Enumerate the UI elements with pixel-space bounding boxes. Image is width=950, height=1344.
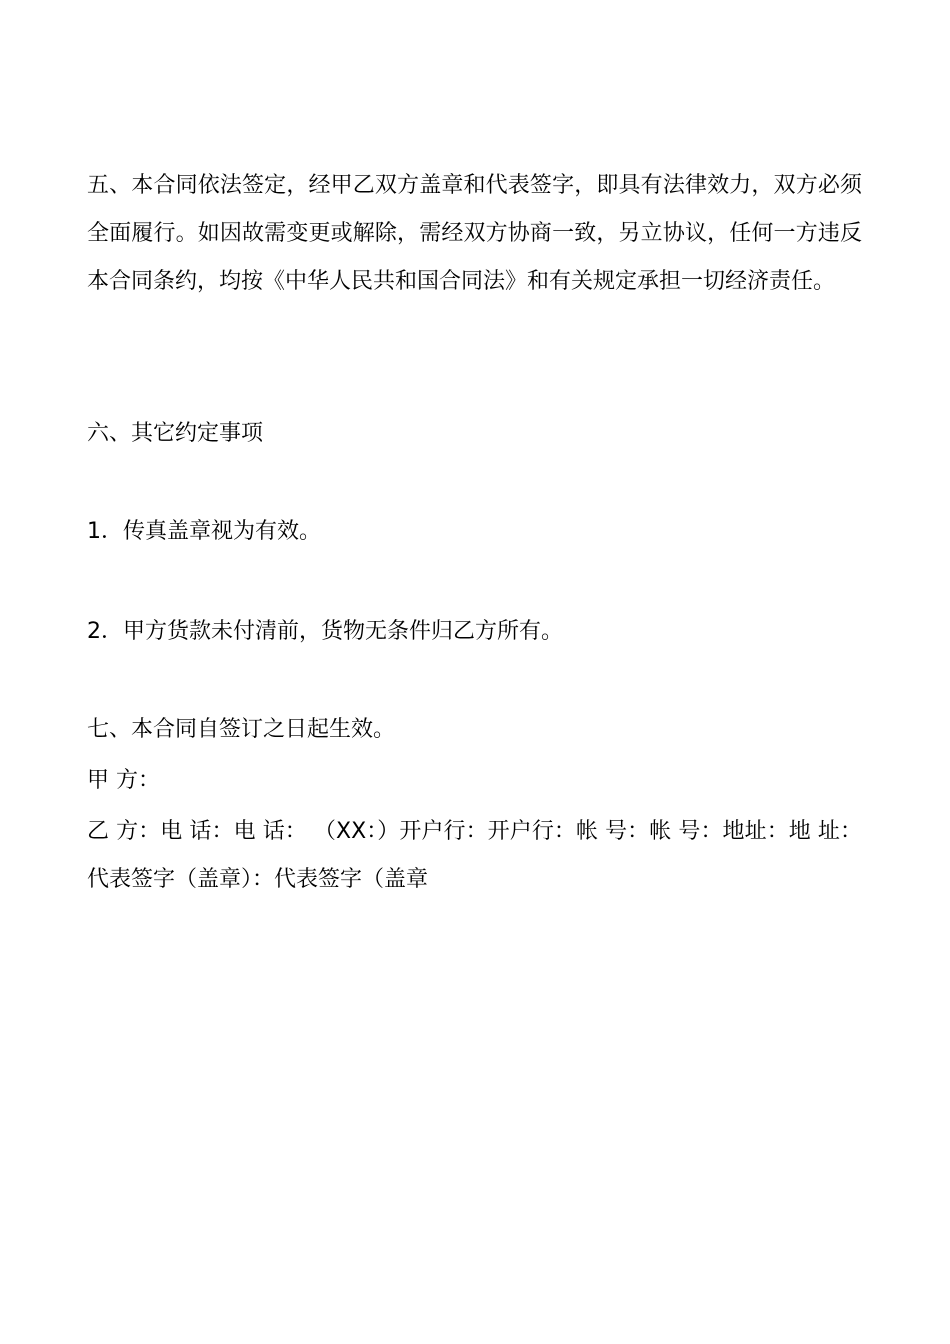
clause-seven-paragraph: 七、本合同自签订之日起生效。 (87, 717, 396, 742)
clause-six-item-2: 2．甲方货款未付清前，货物无条件归乙方所有。 (87, 619, 563, 644)
party-a-line: 甲 方： (87, 768, 160, 793)
clause-six-heading: 六、其它约定事项 (87, 421, 264, 446)
clause-six-item-1: 1．传真盖章视为有效。 (87, 519, 321, 544)
party-b-signature-block: 乙 方：电 话：电 话： （XX：）开户行：开户行：帐 号：帐 号：地址：地 址：代表签字（盖章）：代表签字（盖章 (87, 819, 862, 892)
clause-five-paragraph: 五、本合同依法签定，经甲乙双方盖章和代表签字，即具有法律效力，双方必须全面履行。如因故需变更或解除，需经双方协商一致，另立协议，任何一方违反本合同条约，均按《中华人民共和国合同法》和有关规定承担一切经济责任。 (87, 173, 862, 294)
